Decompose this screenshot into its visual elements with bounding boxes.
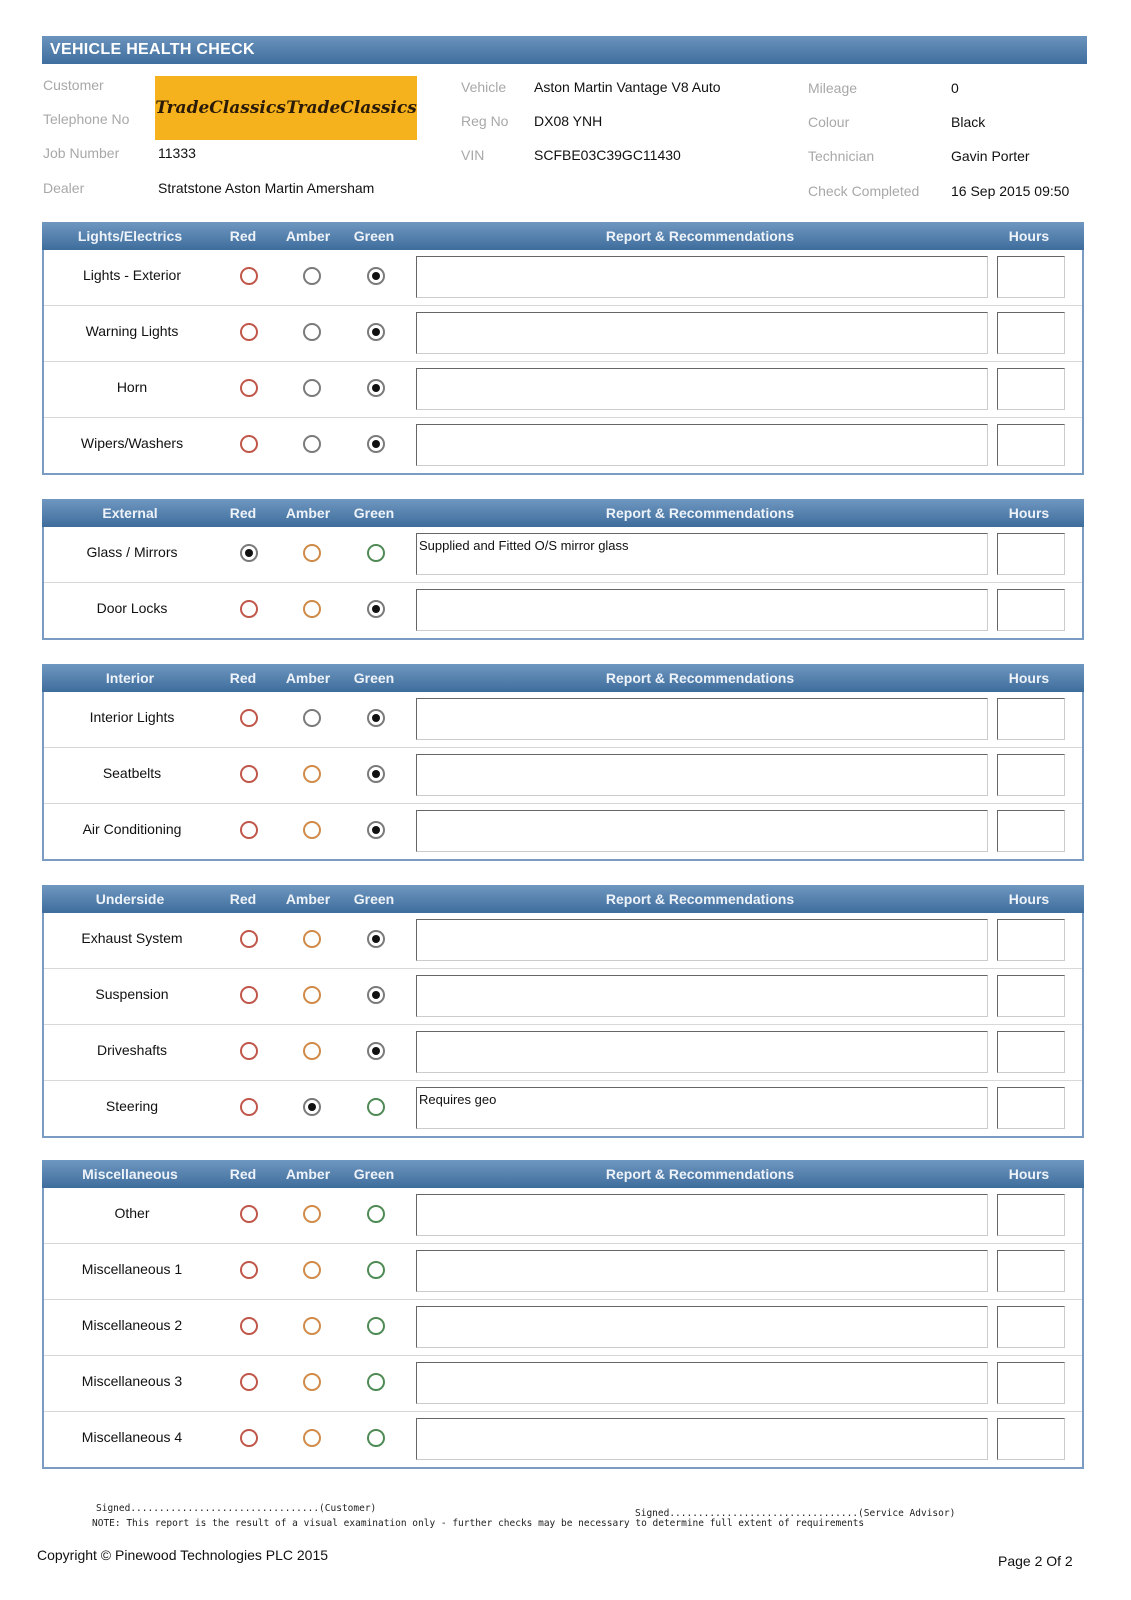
check-item-label: Glass / Mirrors bbox=[86, 544, 178, 560]
section-header bbox=[42, 885, 1084, 913]
disclaimer-note: NOTE: This report is the result of a visual examination only - further checks may be necessary to determine full extent of requirements bbox=[92, 1518, 865, 1529]
section-miscellaneous bbox=[42, 1160, 1084, 1469]
amber-radio[interactable] bbox=[303, 1098, 321, 1116]
hours-field[interactable] bbox=[997, 533, 1065, 575]
check-item-label: Miscellaneous 2 bbox=[81, 1317, 183, 1333]
colour-label: Colour bbox=[808, 114, 850, 130]
column-header-green: Green bbox=[353, 670, 395, 686]
check-row bbox=[44, 1081, 1082, 1136]
check-row bbox=[44, 1188, 1082, 1244]
hours-field[interactable] bbox=[997, 919, 1065, 961]
check-item-label: Exhaust System bbox=[81, 930, 183, 946]
column-header-amber: Amber bbox=[285, 670, 331, 686]
amber-radio[interactable] bbox=[303, 765, 321, 783]
reg-value: DX08 YNH bbox=[534, 113, 603, 129]
copyright: Copyright © Pinewood Technologies PLC 2015 bbox=[37, 1547, 329, 1563]
section-header bbox=[42, 499, 1084, 527]
report-field[interactable] bbox=[416, 810, 988, 852]
hours-field[interactable] bbox=[997, 975, 1065, 1017]
green-radio[interactable] bbox=[367, 379, 385, 397]
check-item-label: Wipers/Washers bbox=[80, 435, 184, 451]
hours-field[interactable] bbox=[997, 1194, 1065, 1236]
column-header-report: Report & Recommendations bbox=[605, 670, 795, 686]
amber-radio[interactable] bbox=[303, 986, 321, 1004]
column-header-hours: Hours bbox=[1008, 228, 1050, 244]
amber-radio[interactable] bbox=[303, 379, 321, 397]
dealer-value: Stratstone Aston Martin Amersham bbox=[158, 180, 375, 196]
red-radio[interactable] bbox=[240, 1098, 258, 1116]
amber-radio[interactable] bbox=[303, 600, 321, 618]
check-item-label: Miscellaneous 1 bbox=[81, 1261, 183, 1277]
red-radio[interactable] bbox=[240, 765, 258, 783]
red-radio[interactable] bbox=[240, 986, 258, 1004]
check-row bbox=[44, 748, 1082, 804]
hours-field[interactable] bbox=[997, 1087, 1065, 1129]
column-header-hours: Hours bbox=[1008, 891, 1050, 907]
green-radio[interactable] bbox=[367, 544, 385, 562]
check-row bbox=[44, 418, 1082, 473]
amber-radio[interactable] bbox=[303, 1429, 321, 1447]
section-header bbox=[42, 1160, 1084, 1188]
column-header-hours: Hours bbox=[1008, 1166, 1050, 1182]
section-external bbox=[42, 499, 1084, 640]
green-radio[interactable] bbox=[367, 1429, 385, 1447]
hours-field[interactable] bbox=[997, 1362, 1065, 1404]
green-radio[interactable] bbox=[367, 821, 385, 839]
check-item-label: Miscellaneous 3 bbox=[81, 1373, 183, 1389]
hours-field[interactable] bbox=[997, 256, 1065, 298]
mileage-label: Mileage bbox=[808, 80, 858, 96]
report-field[interactable] bbox=[416, 1250, 988, 1292]
check-item-label: Horn bbox=[116, 379, 148, 395]
hours-field[interactable] bbox=[997, 698, 1065, 740]
check-completed-value: 16 Sep 2015 09:50 bbox=[951, 183, 1070, 199]
check-item-label: Steering bbox=[105, 1098, 159, 1114]
amber-radio[interactable] bbox=[303, 1042, 321, 1060]
red-radio[interactable] bbox=[240, 379, 258, 397]
red-radio[interactable] bbox=[240, 1205, 258, 1223]
job-number-label: Job Number bbox=[43, 145, 120, 161]
column-header-red: Red bbox=[229, 891, 257, 907]
green-radio[interactable] bbox=[367, 600, 385, 618]
check-item-label: Warning Lights bbox=[85, 323, 179, 339]
report-field[interactable] bbox=[416, 1362, 988, 1404]
section-header bbox=[42, 222, 1084, 250]
job-number-value: 11333 bbox=[158, 145, 196, 161]
red-radio[interactable] bbox=[240, 1042, 258, 1060]
mileage-value: 0 bbox=[951, 80, 959, 96]
check-item-label: Door Locks bbox=[96, 600, 168, 616]
check-item-label: Other bbox=[114, 1205, 150, 1221]
green-radio[interactable] bbox=[367, 323, 385, 341]
red-radio[interactable] bbox=[240, 323, 258, 341]
amber-radio[interactable] bbox=[303, 1317, 321, 1335]
check-row bbox=[44, 527, 1082, 583]
check-row bbox=[44, 583, 1082, 638]
green-radio[interactable] bbox=[367, 986, 385, 1004]
report-field[interactable] bbox=[416, 368, 988, 410]
check-row bbox=[44, 1025, 1082, 1081]
report-field[interactable] bbox=[416, 312, 988, 354]
green-radio[interactable] bbox=[367, 1373, 385, 1391]
amber-radio[interactable] bbox=[303, 821, 321, 839]
check-item-label: Suspension bbox=[95, 986, 169, 1002]
hours-field[interactable] bbox=[997, 312, 1065, 354]
check-item-label: Air Conditioning bbox=[82, 821, 182, 837]
page-number: Page 2 Of 2 bbox=[998, 1553, 1073, 1569]
hours-field[interactable] bbox=[997, 1306, 1065, 1348]
red-radio[interactable] bbox=[240, 544, 258, 562]
hours-field[interactable] bbox=[997, 1250, 1065, 1292]
section-header bbox=[42, 664, 1084, 692]
green-radio[interactable] bbox=[367, 267, 385, 285]
hours-field[interactable] bbox=[997, 810, 1065, 852]
check-row bbox=[44, 1412, 1082, 1467]
check-item-label: Lights - Exterior bbox=[82, 267, 182, 283]
report-field[interactable]: Supplied and Fitted O/S mirror glass bbox=[416, 533, 988, 575]
column-header-report: Report & Recommendations bbox=[605, 891, 795, 907]
check-row bbox=[44, 804, 1082, 859]
vin-value: SCFBE03C39GC11430 bbox=[534, 147, 681, 163]
logo-text: TradeClassics bbox=[155, 98, 286, 118]
red-radio[interactable] bbox=[240, 930, 258, 948]
green-radio[interactable] bbox=[367, 709, 385, 727]
section-title: Miscellaneous bbox=[82, 1166, 178, 1182]
hours-field[interactable] bbox=[997, 589, 1065, 631]
amber-radio[interactable] bbox=[303, 1373, 321, 1391]
green-radio[interactable] bbox=[367, 765, 385, 783]
column-header-green: Green bbox=[353, 228, 395, 244]
column-header-report: Report & Recommendations bbox=[605, 228, 795, 244]
green-radio[interactable] bbox=[367, 1042, 385, 1060]
check-row bbox=[44, 969, 1082, 1025]
check-item-label: Driveshafts bbox=[96, 1042, 168, 1058]
column-header-hours: Hours bbox=[1008, 505, 1050, 521]
column-header-red: Red bbox=[229, 505, 257, 521]
column-header-red: Red bbox=[229, 1166, 257, 1182]
red-radio[interactable] bbox=[240, 267, 258, 285]
reg-label: Reg No bbox=[461, 113, 509, 129]
colour-value: Black bbox=[951, 114, 986, 130]
green-radio[interactable] bbox=[367, 1098, 385, 1116]
customer-signature-line: Signed.................................(Customer) bbox=[96, 1503, 377, 1514]
check-row bbox=[44, 913, 1082, 969]
report-field[interactable] bbox=[416, 698, 988, 740]
red-radio[interactable] bbox=[240, 709, 258, 727]
hours-field[interactable] bbox=[997, 754, 1065, 796]
report-field[interactable] bbox=[416, 424, 988, 466]
column-header-amber: Amber bbox=[285, 891, 331, 907]
report-field[interactable] bbox=[416, 1306, 988, 1348]
vin-label: VIN bbox=[461, 147, 485, 163]
green-radio[interactable] bbox=[367, 1205, 385, 1223]
telephone-label: Telephone No bbox=[43, 111, 130, 127]
column-header-hours: Hours bbox=[1008, 670, 1050, 686]
section-title: Underside bbox=[95, 891, 165, 907]
red-radio[interactable] bbox=[240, 1429, 258, 1447]
green-radio[interactable] bbox=[367, 435, 385, 453]
trade-classics-logo bbox=[155, 76, 417, 140]
column-header-green: Green bbox=[353, 891, 395, 907]
red-radio[interactable] bbox=[240, 1261, 258, 1279]
hours-field[interactable] bbox=[997, 1418, 1065, 1460]
column-header-red: Red bbox=[229, 670, 257, 686]
amber-radio[interactable] bbox=[303, 930, 321, 948]
red-radio[interactable] bbox=[240, 821, 258, 839]
report-field[interactable] bbox=[416, 256, 988, 298]
red-radio[interactable] bbox=[240, 435, 258, 453]
dealer-label: Dealer bbox=[43, 180, 85, 196]
report-field[interactable] bbox=[416, 754, 988, 796]
section-title: External bbox=[102, 505, 158, 521]
column-header-green: Green bbox=[353, 505, 395, 521]
amber-radio[interactable] bbox=[303, 267, 321, 285]
column-header-red: Red bbox=[229, 228, 257, 244]
hours-field[interactable] bbox=[997, 1031, 1065, 1073]
check-row bbox=[44, 250, 1082, 306]
logo-text: TradeClassics bbox=[286, 98, 417, 118]
hours-field[interactable] bbox=[997, 424, 1065, 466]
column-header-report: Report & Recommendations bbox=[605, 505, 795, 521]
customer-label: Customer bbox=[43, 77, 104, 93]
column-header-amber: Amber bbox=[285, 505, 331, 521]
column-header-report: Report & Recommendations bbox=[605, 1166, 795, 1182]
amber-radio[interactable] bbox=[303, 1261, 321, 1279]
vehicle-value: Aston Martin Vantage V8 Auto bbox=[534, 79, 721, 95]
section-underside bbox=[42, 885, 1084, 1138]
section-lights-electrics bbox=[42, 222, 1084, 475]
report-field[interactable] bbox=[416, 1194, 988, 1236]
amber-radio[interactable] bbox=[303, 435, 321, 453]
report-field[interactable] bbox=[416, 975, 988, 1017]
technician-value: Gavin Porter bbox=[951, 148, 1030, 164]
check-item-label: Interior Lights bbox=[89, 709, 175, 725]
column-header-amber: Amber bbox=[285, 228, 331, 244]
report-field[interactable] bbox=[416, 1031, 988, 1073]
column-header-amber: Amber bbox=[285, 1166, 331, 1182]
check-row bbox=[44, 362, 1082, 418]
column-header-green: Green bbox=[353, 1166, 395, 1182]
check-row bbox=[44, 1356, 1082, 1412]
advisor-signature-line: Signed.................................(Service Advisor) bbox=[635, 1508, 956, 1519]
vehicle-label: Vehicle bbox=[461, 79, 507, 95]
red-radio[interactable] bbox=[240, 1373, 258, 1391]
amber-radio[interactable] bbox=[303, 323, 321, 341]
check-row bbox=[44, 306, 1082, 362]
section-title: Lights/Electrics bbox=[77, 228, 183, 244]
report-field[interactable] bbox=[416, 1418, 988, 1460]
red-radio[interactable] bbox=[240, 600, 258, 618]
check-row bbox=[44, 1244, 1082, 1300]
amber-radio[interactable] bbox=[303, 709, 321, 727]
green-radio[interactable] bbox=[367, 1317, 385, 1335]
amber-radio[interactable] bbox=[303, 1205, 321, 1223]
technician-label: Technician bbox=[808, 148, 875, 164]
report-field[interactable]: Requires geo bbox=[416, 1087, 988, 1129]
green-radio[interactable] bbox=[367, 1261, 385, 1279]
report-field[interactable] bbox=[416, 919, 988, 961]
check-item-label: Seatbelts bbox=[102, 765, 162, 781]
check-row bbox=[44, 692, 1082, 748]
check-completed-label: Check Completed bbox=[808, 183, 920, 199]
check-item-label: Miscellaneous 4 bbox=[81, 1429, 183, 1445]
amber-radio[interactable] bbox=[303, 544, 321, 562]
section-interior bbox=[42, 664, 1084, 861]
green-radio[interactable] bbox=[367, 930, 385, 948]
page-title: VEHICLE HEALTH CHECK bbox=[42, 36, 1087, 64]
hours-field[interactable] bbox=[997, 368, 1065, 410]
section-title: Interior bbox=[105, 670, 155, 686]
check-row bbox=[44, 1300, 1082, 1356]
report-field[interactable] bbox=[416, 589, 988, 631]
red-radio[interactable] bbox=[240, 1317, 258, 1335]
